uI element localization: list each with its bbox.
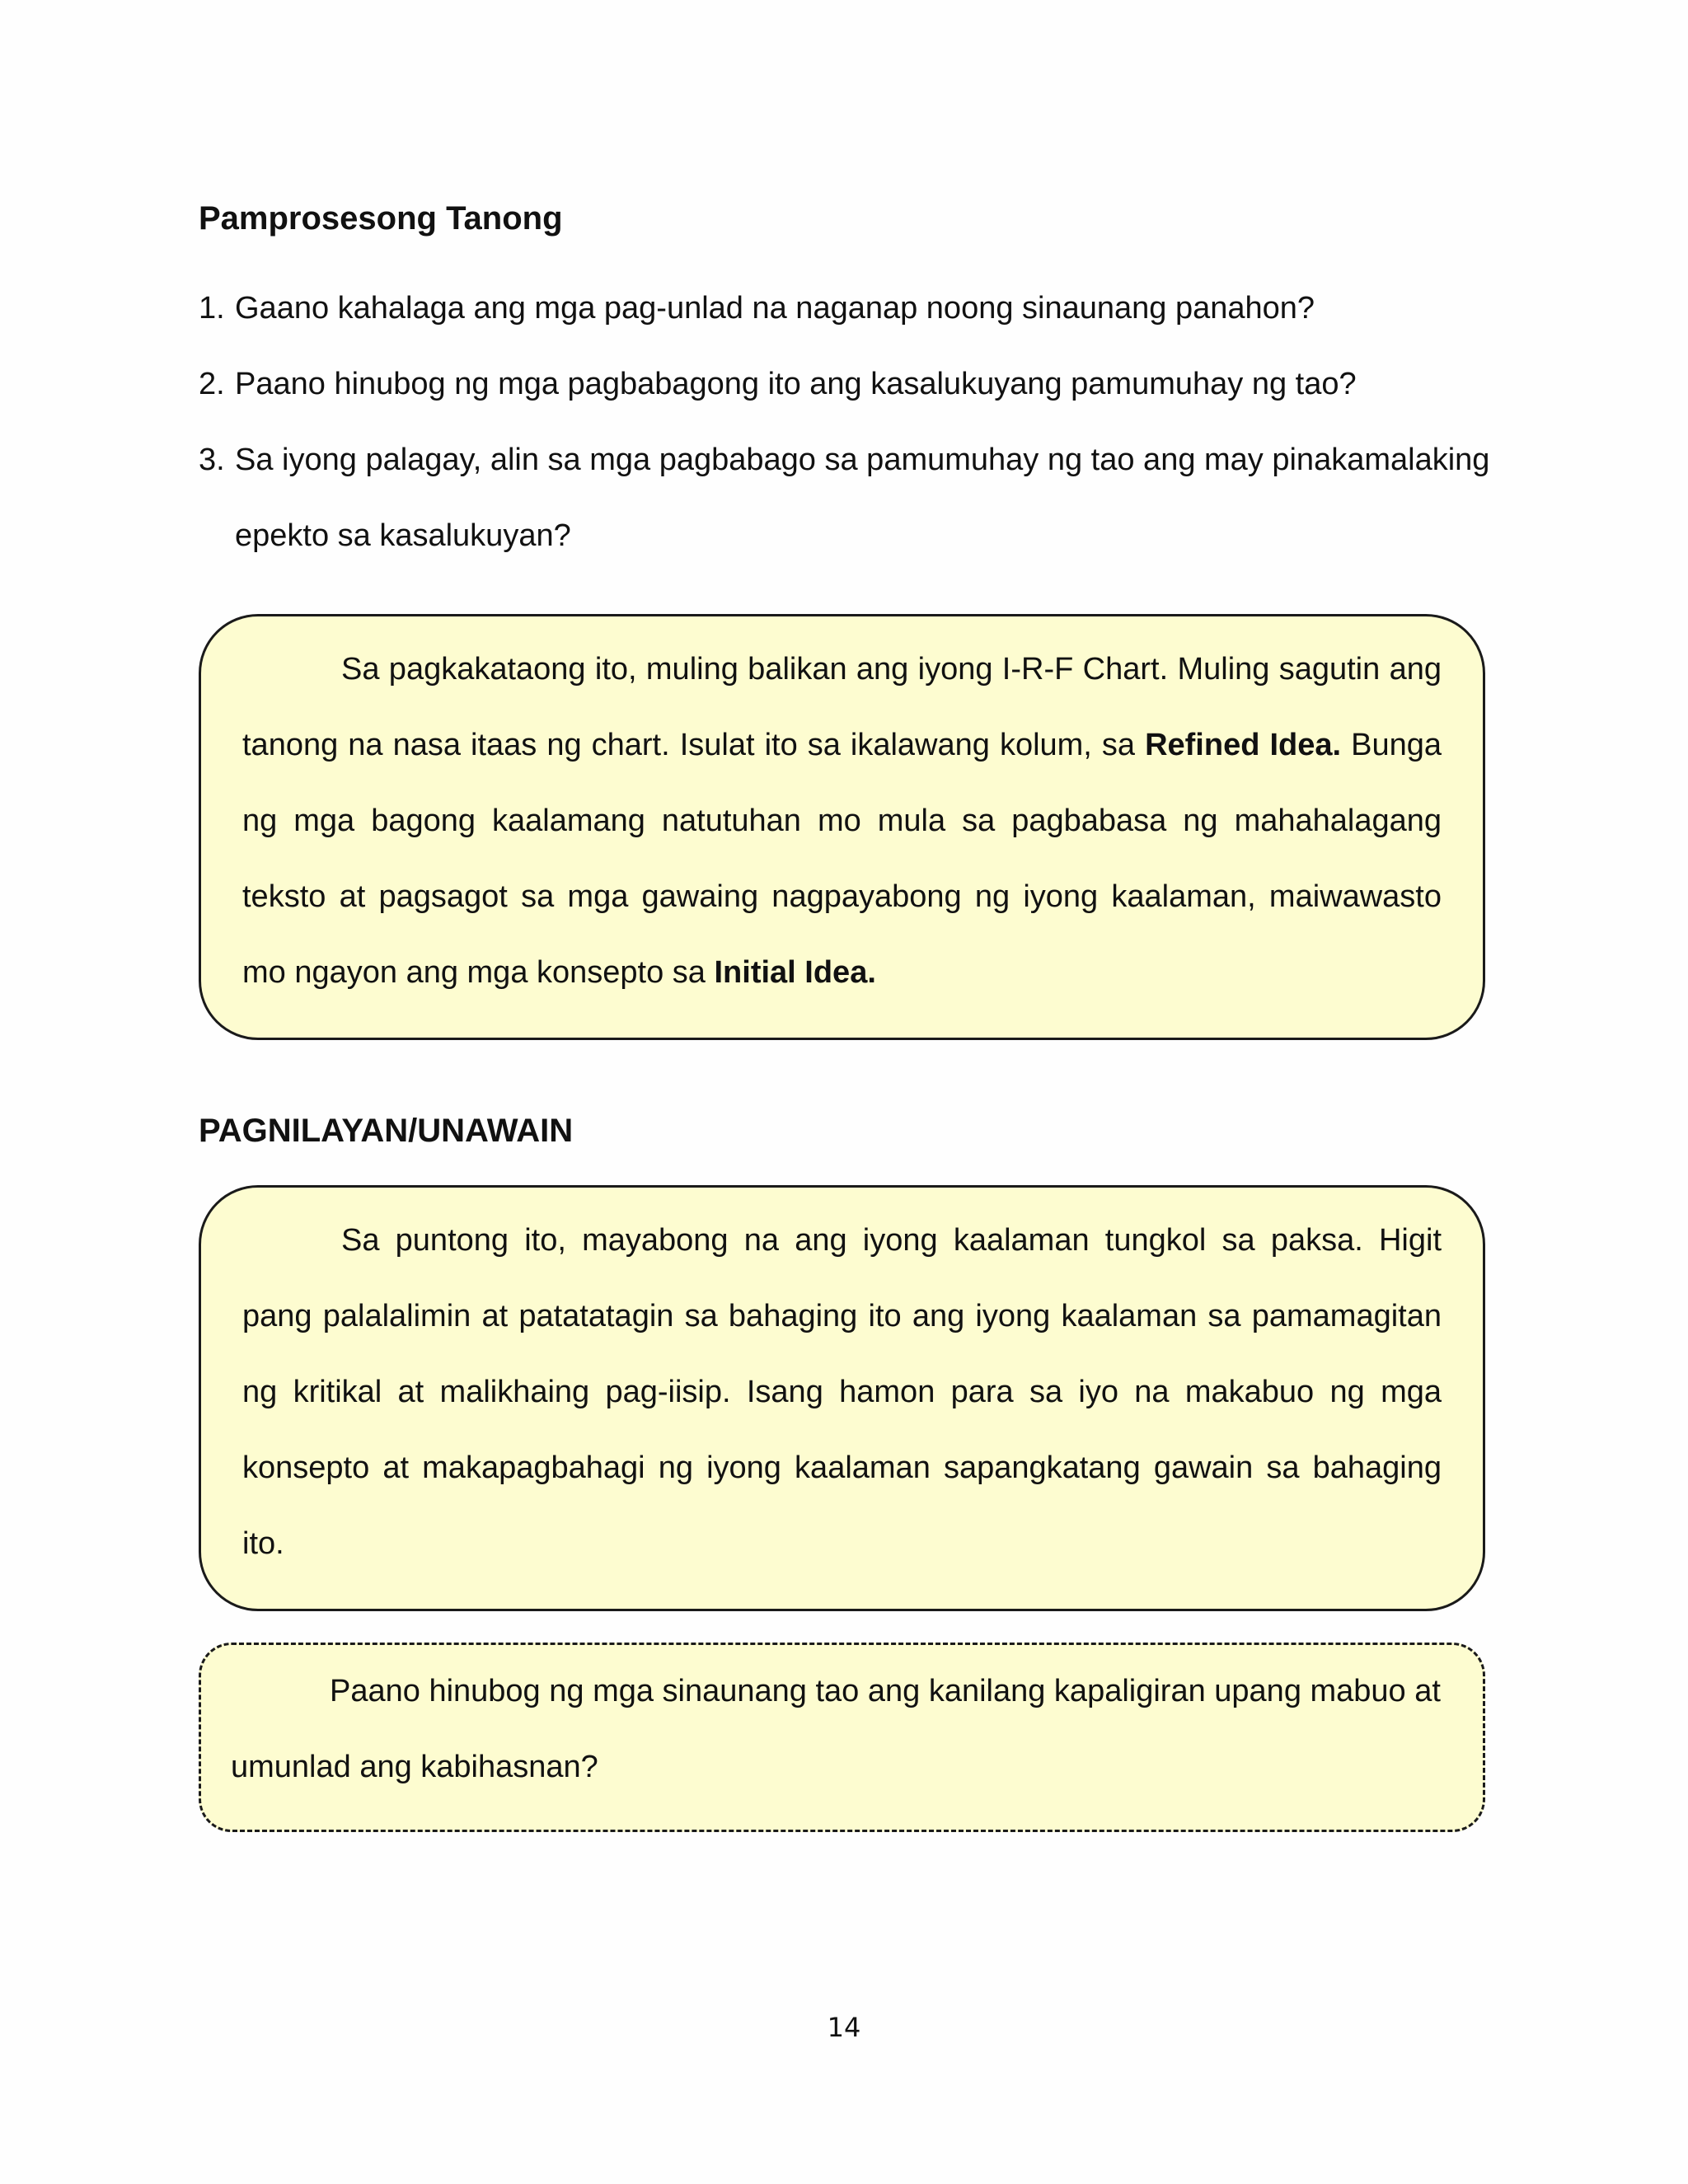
- instruction-text-part: Bunga ng mga bagong kaalamang natutuhan mo mula sa pagbabasa ng mahahalagang teksto at pagsagot sa mga gawaing nagpayabong ng iyong kaalaman, maiwawasto mo ngayon ang mga konsepto sa: [242, 728, 1442, 990]
- question-number: 1.: [199, 291, 225, 326]
- irf-chart-instruction-text: [242, 631, 1442, 1010]
- section-title-pagnilayan-unawain: PAGNILAYAN/UNAWAIN: [199, 1113, 574, 1149]
- question-item: [199, 422, 1501, 574]
- question-list: [199, 270, 1501, 574]
- pagnilayan-intro-box: [199, 1185, 1485, 1611]
- initial-idea-emphasis: Initial Idea.: [714, 955, 876, 990]
- question-text: Paano hinubog ng mga pagbabagong ito ang kasalukuyang pamumuhay ng tao?: [235, 367, 1357, 401]
- question-text: Sa iyong palagay, alin sa mga pagbabago sa pamumuhay ng tao ang may pinakamalaking epekto sa kasalukuyan?: [235, 443, 1490, 553]
- essential-question-text: Paano hinubog ng mga sinaunang tao ang kanilang kapaligiran upang mabuo at umunlad ang kabihasnan?: [231, 1674, 1441, 1784]
- question-number: 3.: [199, 443, 225, 477]
- question-text: Gaano kahalaga ang mga pag-unlad na naganap noong sinaunang panahon?: [235, 291, 1315, 326]
- question-item: [199, 346, 1501, 422]
- refined-idea-emphasis: Refined Idea.: [1145, 728, 1342, 762]
- pagnilayan-intro-text: Sa puntong ito, mayabong na ang iyong kaalaman tungkol sa paksa. Higit pang palalalimin at patatatagin sa bahaging ito ang iyong kaalaman sa pamamagitan ng kritikal at malikhaing pag-iisip. Isang hamon para sa iyo na makabuo ng mga konsepto at makapagbahagi ng iyong kaalaman sapangkatang gawain sa bahaging ito.: [242, 1223, 1442, 1561]
- page-number: 14: [827, 2012, 861, 2043]
- irf-chart-instruction-box: [199, 614, 1485, 1040]
- instruction-text-part: Sa pagkakataong ito, muling balikan ang iyong I-R-F Chart. Muling sagutin ang tanong na nasa itaas ng chart. Isulat ito sa ikalawang kolum, sa: [242, 652, 1442, 762]
- section-title-pamprosesong-tanong: Pamprosesong Tanong: [199, 200, 563, 237]
- question-item: [199, 270, 1501, 346]
- essential-question-box: [199, 1643, 1485, 1832]
- question-number: 2.: [199, 367, 225, 401]
